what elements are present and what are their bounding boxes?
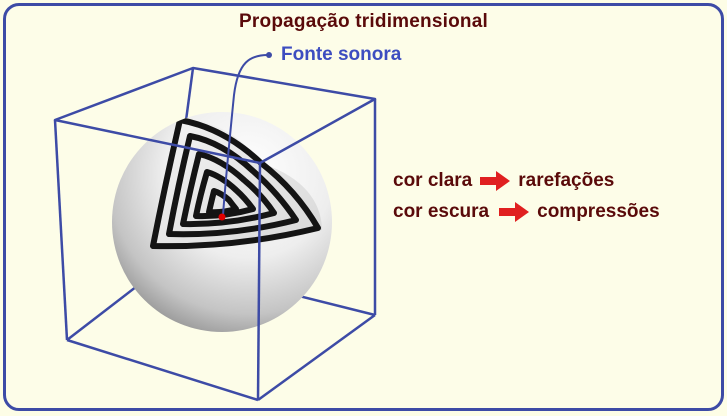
- leader-line-dot: [266, 52, 272, 58]
- legend-light-meaning: rarefações: [518, 170, 615, 191]
- legend-light-term: cor clara: [393, 170, 473, 191]
- legend-dark-row: [393, 201, 660, 223]
- legend-dark-term: cor escura: [393, 201, 490, 222]
- diagram-title: Propagação tridimensional: [239, 11, 488, 32]
- sound-source-point: [219, 214, 226, 221]
- red-arrow-icon: [480, 171, 510, 191]
- legend-dark-meaning: compressões: [537, 201, 660, 222]
- legend-light-row: [393, 170, 614, 192]
- red-arrow-icon: [499, 202, 529, 222]
- source-label: Fonte sonora: [281, 44, 402, 65]
